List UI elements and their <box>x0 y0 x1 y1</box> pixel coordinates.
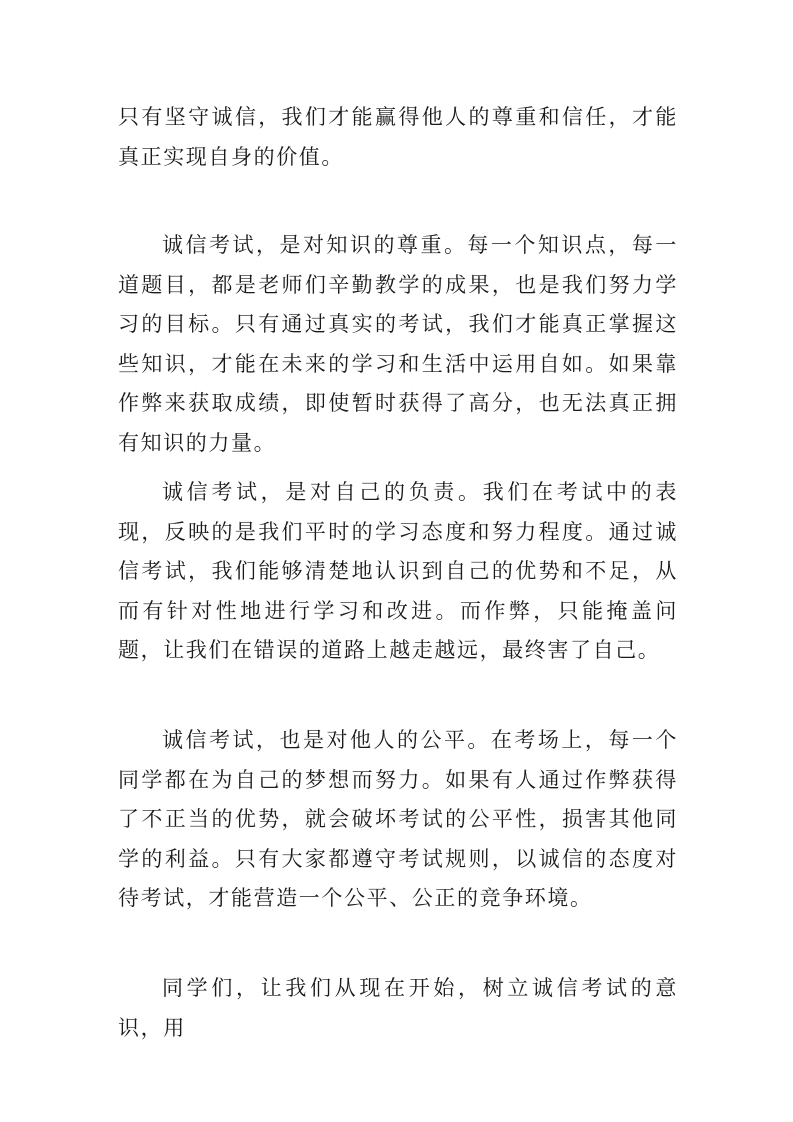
paragraph-fairness-others: 诚信考试，也是对他人的公平。在考场上，每一个同学都在为自己的梦想而努力。如果有人通过作弊获得了不正当的优势，就会破坏考试的公平性，损害其他同学的利益。只有大家都遵守考试规则，以诚信的态度对待考试，才能营造一个公平、公正的竞争环境。 <box>118 728 678 910</box>
paragraph-call-to-action: 同学们，让我们从现在开始，树立诚信考试的意识，用 <box>118 976 678 1040</box>
paragraph-continuation: 只有坚守诚信，我们才能赢得他人的尊重和信任，才能真正实现自身的价值。 <box>118 105 678 169</box>
paragraph-respect-knowledge: 诚信考试，是对知识的尊重。每一个知识点，每一道题目，都是老师们辛勤教学的成果，也是我们努力学习的目标。只有通过真实的考试，我们才能真正掌握这些知识，才能在未来的学习和生活中运用自如。如果靠作弊来获取成绩，即使暂时获得了高分，也无法真正拥有知识的力量。 <box>118 233 678 455</box>
paragraph-responsibility-self: 诚信考试，是对自己的负责。我们在考试中的表现，反映的是我们平时的学习态度和努力程度。通过诚信考试，我们能够清楚地认识到自己的优势和不足，从而有针对性地进行学习和改进。而作弊，只能掩盖问题，让我们在错误的道路上越走越远，最终害了自己。 <box>118 480 678 662</box>
